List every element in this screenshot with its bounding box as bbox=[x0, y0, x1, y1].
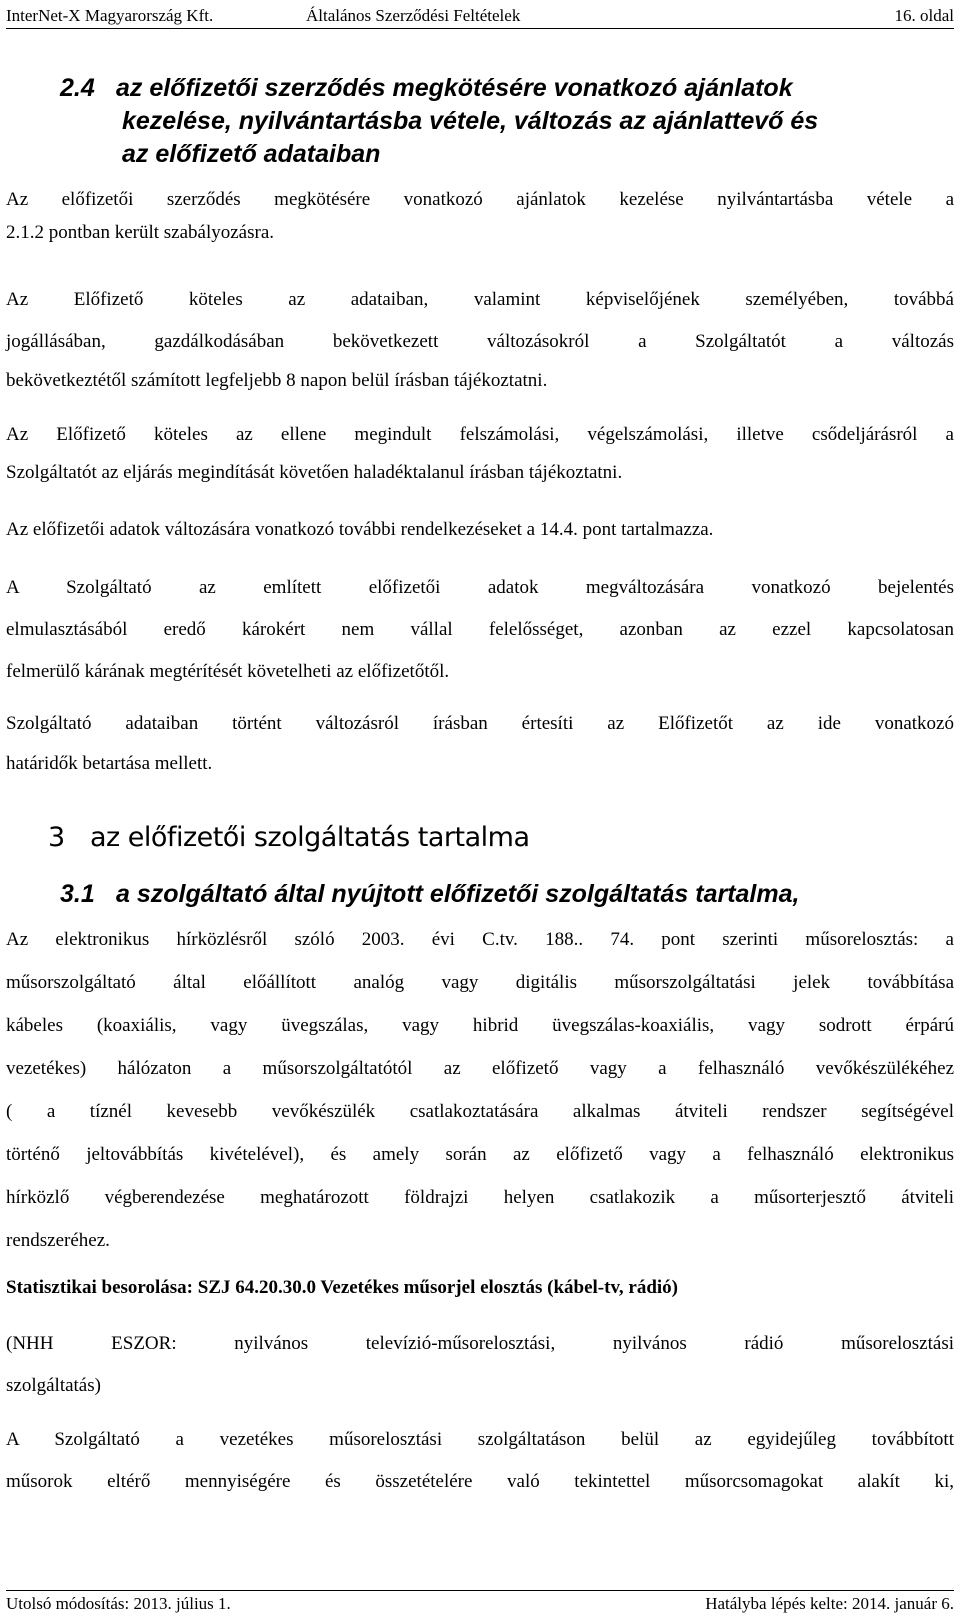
section-2-4-heading-line1 bbox=[60, 72, 793, 104]
paragraph-line: műsorszolgáltató által előállított analóg vagy digitális műsorszolgáltatási jelek továbbítása bbox=[6, 972, 954, 993]
paragraph-line: Szolgáltató adataiban történt változásról írásban értesíti az Előfizetőt az ide vonatkozó bbox=[6, 713, 954, 734]
paragraph-musorcsomagok bbox=[6, 1419, 954, 1503]
footer-effective-date: Hatályba lépés kelte: 2014. január 6. bbox=[705, 1594, 954, 1613]
header-doc-title: Általános Szerződési Feltételek bbox=[306, 6, 521, 25]
header-company: InterNet-X Magyarország Kft. bbox=[6, 6, 214, 25]
paragraph-line: határidők betartása mellett. bbox=[6, 753, 213, 774]
paragraph-line: elmulasztásából eredő károkért nem vállal felelősséget, azonban az ezzel kapcsolatosan bbox=[6, 619, 954, 640]
section-2-4-title-line2: kezelése, nyilvántartásba vétele, változás az ajánlattevő és bbox=[122, 107, 819, 135]
paragraph-line: Az előfizetői adatok változására vonatkozó további rendelkezéseket a 14.4. pont tartalmazza. bbox=[6, 519, 714, 540]
paragraph-line: A Szolgáltató a vezetékes műsorelosztási szolgáltatáson belül az egyidejűleg továbbított bbox=[6, 1429, 954, 1450]
paragraph-line: Az elektronikus hírközlésről szóló 2003. évi C.tv. 188.. 74. pont szerinti műsorelosztás: a bbox=[6, 929, 954, 950]
paragraph-felszamolas bbox=[6, 416, 954, 492]
paragraph-line: Az Előfizető köteles az ellene megindult felszámolási, végelszámolási, illetve csődeljárásról a bbox=[6, 424, 954, 445]
paragraph-line: vezetékes) hálózaton a műsorszolgáltatótól az előfizető vagy a felhasználó vevőkészülékéhez bbox=[6, 1058, 954, 1079]
paragraph-statisztikai-besorolas bbox=[6, 1269, 954, 1307]
page-header bbox=[6, 4, 954, 29]
header-page-number: 16. oldal bbox=[894, 6, 954, 25]
paragraph-line: történő jeltovábbítás kivételével), és amely során az előfizető vagy a felhasználó elektronikus bbox=[6, 1144, 954, 1165]
paragraph-line: Az előfizetői szerződés megkötésére vonatkozó ajánlatok kezelése nyilvántartásba vétele a bbox=[6, 189, 954, 210]
paragraph-line: műsorok eltérő mennyiségére és összetételére való tekintettel műsorcsomagokat alakít ki, bbox=[6, 1471, 954, 1492]
section-3-heading bbox=[48, 818, 529, 858]
section-2-4-title-line1: az előfizetői szerződés megkötésére vonatkozó ajánlatok bbox=[116, 74, 793, 102]
paragraph-musorelosztas bbox=[6, 918, 954, 1262]
page-footer bbox=[6, 1590, 954, 1617]
paragraph-elofizeto-adatok bbox=[6, 279, 954, 399]
section-2-4-title-line3: az előfizető adataiban bbox=[122, 140, 381, 168]
paragraph-line: hírközlő végberendezése meghatározott földrajzi helyen csatlakozik a műsorterjesztő átviteli bbox=[6, 1187, 954, 1208]
paragraph-line: Az Előfizető köteles az adataiban, valamint képviselőjének személyében, továbbá bbox=[6, 289, 954, 310]
paragraph-line: felmerülő kárának megtérítését követelheti az előfizetőtől. bbox=[6, 661, 450, 682]
section-2-4-number: 2.4 bbox=[60, 74, 95, 102]
paragraph-line: Szolgáltatót az eljárás megindítását követően haladéktalanul írásban tájékoztatni. bbox=[6, 462, 623, 483]
paragraph-line: szolgáltatás) bbox=[6, 1375, 101, 1396]
paragraph-nhh-eszor bbox=[6, 1323, 954, 1407]
section-3-title: az előfizetői szolgáltatás tartalma bbox=[90, 822, 530, 853]
paragraph-line: (NHH ESZOR: nyilvános televízió-műsorelosztási, nyilvános rádió műsorelosztási bbox=[6, 1333, 954, 1354]
paragraph-line: kábeles (koaxiális, vagy üvegszálas, vagy hibrid üvegszálas-koaxiális, vagy sodrott érpárú bbox=[6, 1015, 954, 1036]
paragraph-line: Statisztikai besorolása: SZJ 64.20.30.0 Vezetékes műsorjel elosztás (kábel-tv, rádió) bbox=[6, 1277, 678, 1298]
paragraph-tovabbi-rendelkezesek bbox=[6, 511, 954, 549]
paragraph-ajanlatok bbox=[6, 183, 954, 249]
paragraph-line: rendszeréhez. bbox=[6, 1230, 110, 1251]
section-3-1-heading bbox=[60, 878, 799, 910]
footer-last-modified: Utolsó módosítás: 2013. július 1. bbox=[6, 1594, 231, 1613]
paragraph-line: jogállásában, gazdálkodásában bekövetkezett változásokról a Szolgáltatót a változás bbox=[6, 331, 954, 352]
paragraph-felelosseg bbox=[6, 567, 954, 693]
section-3-number: 3 bbox=[48, 822, 65, 853]
section-3-1-title: a szolgáltató által nyújtott előfizetői szolgáltatás tartalma, bbox=[116, 880, 800, 908]
paragraph-line: bekövetkeztétől számított legfeljebb 8 napon belül írásban tájékoztatni. bbox=[6, 370, 548, 391]
paragraph-line: ( a tíznél kevesebb vevőkészülék csatlakoztatására alkalmas átviteli rendszer segítségével bbox=[6, 1101, 954, 1122]
paragraph-line: A Szolgáltató az említett előfizetői adatok megváltozására vonatkozó bejelentés bbox=[6, 577, 954, 598]
paragraph-line: 2.1.2 pontban került szabályozásra. bbox=[6, 222, 275, 243]
section-3-1-number: 3.1 bbox=[60, 880, 95, 908]
paragraph-szolgaltato-adatai bbox=[6, 704, 954, 784]
